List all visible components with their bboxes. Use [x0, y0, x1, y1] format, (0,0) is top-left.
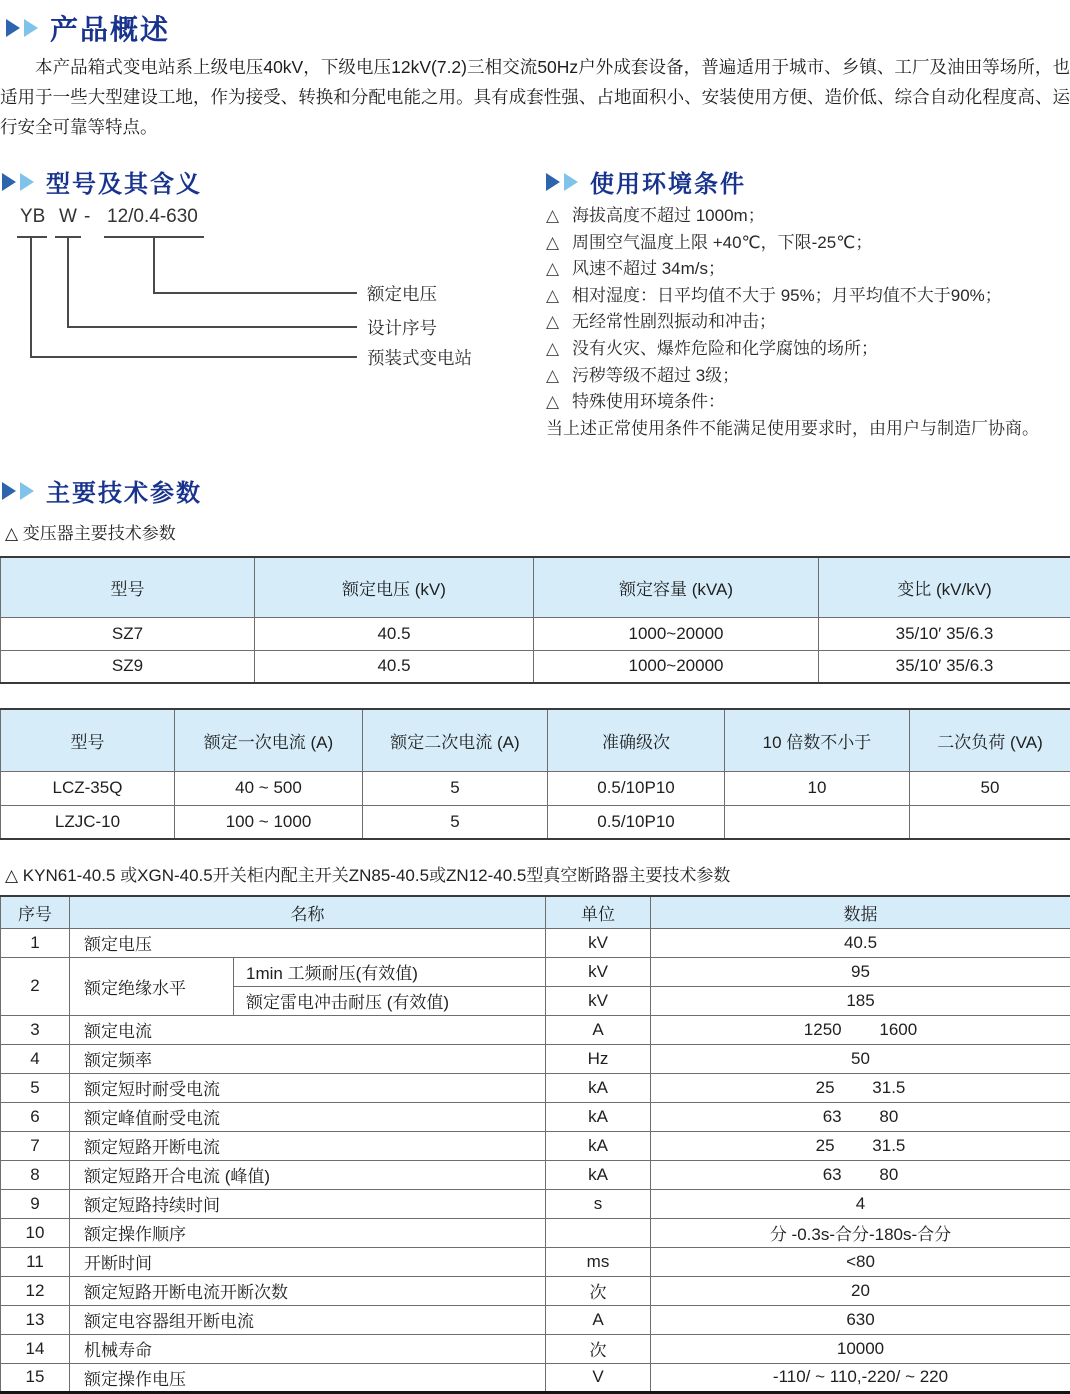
- arrow-right-dark-icon: [546, 173, 560, 191]
- arrow-right-dark-icon: [2, 482, 16, 500]
- breaker-unit-cell: kV: [546, 957, 651, 986]
- breaker-no-cell: 10: [1, 1218, 70, 1247]
- breaker-no-cell: 13: [1, 1305, 70, 1334]
- breaker-unit-cell: A: [546, 1015, 651, 1044]
- ct-data-cell: 5: [363, 805, 548, 839]
- triangle-marker-icon: △: [546, 232, 560, 252]
- breaker-row: [1, 1247, 1070, 1276]
- breaker-unit-cell: 次: [546, 1334, 651, 1363]
- transformer-data-cell: SZ9: [1, 650, 255, 683]
- env-condition-item: [546, 256, 1070, 283]
- model-label-prefab-station: 预装式变电站: [367, 348, 472, 368]
- env-condition-text: 特殊使用环境条件：: [572, 392, 725, 412]
- breaker-unit-cell: kA: [546, 1160, 651, 1189]
- ct-data-cell: 50: [910, 771, 1070, 805]
- arrow-right-dark-icon: [2, 173, 16, 191]
- env-condition-item: [546, 203, 1070, 230]
- breaker-row: [1, 1218, 1070, 1247]
- breaker-row: [1, 1131, 1070, 1160]
- table-caption-transformer: △ 变压器主要技术参数: [5, 524, 176, 543]
- model-code-series: W: [59, 206, 77, 227]
- section-heading-product-overview: [6, 8, 170, 48]
- breaker-data-cell: 20: [651, 1276, 1070, 1305]
- environment-conditions-list: [546, 203, 1070, 442]
- env-condition-text: 周围空气温度上限 +40℃，下限-25℃；: [572, 232, 873, 252]
- triangle-marker-icon: △: [546, 206, 560, 225]
- breaker-subname-cell: 1min 工频耐压(有效值): [234, 957, 546, 986]
- breaker-row: [1, 957, 1070, 986]
- model-code-spec: 12/0.4-630: [107, 206, 198, 227]
- triangle-marker-icon: △: [546, 285, 560, 305]
- breaker-name-cell: 额定绝缘水平: [70, 957, 234, 1015]
- breaker-row: [1, 1334, 1070, 1363]
- table-caption-breaker: △ KYN61-40.5 或XGN-40.5开关柜内配主开关ZN85-40.5或ZN12-40.5型真空断路器主要技术参数: [5, 866, 731, 885]
- breaker-no-cell: 6: [1, 1102, 70, 1131]
- breaker-unit-cell: kA: [546, 1102, 651, 1131]
- breaker-name-cell: 额定峰值耐受电流: [70, 1102, 546, 1131]
- connector-line: [67, 236, 69, 327]
- breaker-row: [1, 1189, 1070, 1218]
- breaker-row: [1, 1102, 1070, 1131]
- breaker-row: [1, 1073, 1070, 1102]
- transformer-data-cell: 1000~20000: [534, 617, 819, 650]
- ct-data-cell: [910, 805, 1070, 839]
- breaker-data-cell: 25 31.5: [651, 1131, 1070, 1160]
- breaker-name-cell: 额定电流: [70, 1015, 546, 1044]
- breaker-name-cell: 机械寿命: [70, 1334, 546, 1363]
- transformer-header-cell: 变比 (kV/kV): [819, 557, 1070, 617]
- section-heading-environment: [546, 164, 746, 199]
- breaker-row: [1, 1044, 1070, 1073]
- triangle-marker-icon: △: [546, 259, 560, 279]
- breaker-data-cell: <80: [651, 1247, 1070, 1276]
- section-heading-model-meaning: [2, 164, 202, 199]
- ct-row: [1, 805, 1070, 839]
- breaker-subname-cell: 额定雷电冲击耐压 (有效值): [234, 986, 546, 1015]
- breaker-data-cell: 50: [651, 1044, 1070, 1073]
- breaker-data-cell: 1250 1600: [651, 1015, 1070, 1044]
- arrow-right-light-icon: [20, 482, 34, 500]
- breaker-no-cell: 11: [1, 1247, 70, 1276]
- arrow-right-light-icon: [24, 19, 38, 37]
- env-condition-item: [546, 363, 1070, 390]
- env-condition-text: 无经常性剧烈振动和冲击；: [572, 312, 776, 332]
- section-title: 型号及其含义: [46, 171, 202, 198]
- transformer-data-cell: 1000~20000: [534, 650, 819, 683]
- breaker-unit-cell: A: [546, 1305, 651, 1334]
- breaker-unit-cell: ms: [546, 1247, 651, 1276]
- transformer-data-cell: 40.5: [255, 650, 534, 683]
- breaker-header-cell: 序号: [1, 896, 70, 928]
- env-condition-text: 风速不超过 34m/s；: [572, 259, 726, 279]
- connector-line: [67, 326, 357, 328]
- transformer-data-cell: SZ7: [1, 617, 255, 650]
- ct-data-cell: 0.5/10P10: [548, 771, 725, 805]
- breaker-unit-cell: kV: [546, 928, 651, 957]
- breaker-name-cell: 额定短路持续时间: [70, 1189, 546, 1218]
- model-code-prefix: YB: [20, 206, 46, 227]
- env-condition-item: [546, 230, 1070, 257]
- env-condition-text: 海拔高度不超过 1000m；: [572, 206, 765, 225]
- connector-line: [153, 236, 155, 293]
- ct-data-cell: LZJC-10: [1, 805, 175, 839]
- model-label-rated-voltage: 额定电压: [367, 284, 437, 304]
- breaker-name-cell: 额定短路开断电流: [70, 1131, 546, 1160]
- model-label-design-serial: 设计序号: [367, 318, 437, 338]
- breaker-params-table: [0, 895, 1070, 1394]
- ct-header-cell: 额定一次电流 (A): [175, 709, 363, 771]
- triangle-marker-icon: △: [546, 338, 560, 358]
- env-condition-item: [546, 309, 1070, 336]
- breaker-name-cell: 额定电容器组开断电流: [70, 1305, 546, 1334]
- transformer-header-cell: 型号: [1, 557, 255, 617]
- breaker-unit-cell: Hz: [546, 1044, 651, 1073]
- env-condition-item: [546, 283, 1070, 310]
- transformer-data-cell: 35/10′ 35/6.3: [819, 650, 1070, 683]
- breaker-data-cell: -110/ ~ 110,-220/ ~ 220: [651, 1363, 1070, 1392]
- breaker-data-cell: 95: [651, 957, 1070, 986]
- breaker-data-cell: 63 80: [651, 1160, 1070, 1189]
- breaker-unit-cell: kV: [546, 986, 651, 1015]
- section-title: 使用环境条件: [590, 171, 746, 198]
- env-condition-item: [546, 336, 1070, 363]
- ct-data-cell: 10: [725, 771, 910, 805]
- breaker-no-cell: 4: [1, 1044, 70, 1073]
- breaker-no-cell: 15: [1, 1363, 70, 1392]
- arrow-right-light-icon: [20, 173, 34, 191]
- breaker-name-cell: 额定短路开合电流 (峰值): [70, 1160, 546, 1189]
- breaker-no-cell: 14: [1, 1334, 70, 1363]
- breaker-name-cell: 额定短时耐受电流: [70, 1073, 546, 1102]
- env-condition-text: 相对湿度：日平均值不大于 95%；月平均值不大于90%；: [572, 285, 1002, 305]
- transformer-header-cell: 额定电压 (kV): [255, 557, 534, 617]
- breaker-unit-cell: s: [546, 1189, 651, 1218]
- arrow-right-dark-icon: [6, 19, 20, 37]
- breaker-no-cell: 1: [1, 928, 70, 957]
- breaker-header-cell: 单位: [546, 896, 651, 928]
- section-title: 主要技术参数: [46, 480, 202, 507]
- env-condition-item: [546, 389, 1070, 416]
- ct-data-cell: 5: [363, 771, 548, 805]
- connector-line: [30, 236, 32, 357]
- ct-header-cell: 型号: [1, 709, 175, 771]
- breaker-row: [1, 928, 1070, 957]
- overview-paragraph: 本产品箱式变电站系上级电压40kV，下级电压12kV(7.2)三相交流50Hz户外成套设备，普遍适用于城市、乡镇、工厂及油田等场所，也适用于一些大型建设工地，作为接受、转换和分配电能之用。具有成套性强、占地面积小、安装使用方便、造价低、综合自动化程度高、运行安全可靠等特点。: [0, 57, 1070, 137]
- ct-data-cell: [725, 805, 910, 839]
- breaker-unit-cell: [546, 1218, 651, 1247]
- breaker-row: [1, 1363, 1070, 1392]
- ct-data-cell: 100 ~ 1000: [175, 805, 363, 839]
- triangle-marker-icon: △: [546, 365, 560, 385]
- ct-row: [1, 771, 1070, 805]
- underline: [17, 236, 47, 238]
- arrow-right-light-icon: [564, 173, 578, 191]
- env-note: 当上述正常使用条件不能满足使用要求时，由用户与制造厂协商。: [546, 418, 1039, 438]
- breaker-row: [1, 1015, 1070, 1044]
- breaker-data-cell: 185: [651, 986, 1070, 1015]
- breaker-no-cell: 8: [1, 1160, 70, 1189]
- transformer-params-table: [0, 556, 1070, 684]
- breaker-data-cell: 630: [651, 1305, 1070, 1334]
- breaker-name-cell: 开断时间: [70, 1247, 546, 1276]
- transformer-row: [1, 617, 1070, 650]
- ct-data-cell: 0.5/10P10: [548, 805, 725, 839]
- breaker-header-cell: 数据: [651, 896, 1070, 928]
- breaker-name-cell: 额定电压: [70, 928, 546, 957]
- section-heading-main-parameters: [2, 473, 202, 508]
- breaker-row: [1, 1276, 1070, 1305]
- breaker-data-cell: 40.5: [651, 928, 1070, 957]
- ct-header-cell: 二次负荷 (VA): [910, 709, 1070, 771]
- breaker-no-cell: 7: [1, 1131, 70, 1160]
- breaker-data-cell: 63 80: [651, 1102, 1070, 1131]
- breaker-no-cell: 12: [1, 1276, 70, 1305]
- section-title: 产品概述: [50, 14, 171, 45]
- breaker-no-cell: 2: [1, 957, 70, 1015]
- breaker-header-cell: 名称: [70, 896, 546, 928]
- breaker-unit-cell: kA: [546, 1073, 651, 1102]
- breaker-data-cell: 25 31.5: [651, 1073, 1070, 1102]
- breaker-data-cell: 分 -0.3s-合分-180s-合分: [651, 1218, 1070, 1247]
- model-code-dash: -: [84, 206, 91, 227]
- breaker-row: [1, 1305, 1070, 1334]
- breaker-no-cell: 9: [1, 1189, 70, 1218]
- env-condition-text: 污秽等级不超过 3级；: [572, 365, 740, 385]
- ct-header-cell: 准确级次: [548, 709, 725, 771]
- breaker-name-cell: 额定频率: [70, 1044, 546, 1073]
- connector-line: [30, 356, 357, 358]
- transformer-header-cell: 额定容量 (kVA): [534, 557, 819, 617]
- transformer-data-cell: 40.5: [255, 617, 534, 650]
- current-transformer-params-table: [0, 708, 1070, 840]
- model-designation-diagram: [0, 200, 520, 385]
- env-condition-text: 没有火灾、爆炸危险和化学腐蚀的场所；: [572, 338, 878, 358]
- breaker-unit-cell: 次: [546, 1276, 651, 1305]
- triangle-marker-icon: △: [546, 392, 560, 412]
- breaker-name-cell: 额定短路开断电流开断次数: [70, 1276, 546, 1305]
- connector-line: [153, 292, 357, 294]
- breaker-name-cell: 额定操作电压: [70, 1363, 546, 1392]
- breaker-data-cell: 4: [651, 1189, 1070, 1218]
- transformer-data-cell: 35/10′ 35/6.3: [819, 617, 1070, 650]
- ct-data-cell: 40 ~ 500: [175, 771, 363, 805]
- breaker-no-cell: 3: [1, 1015, 70, 1044]
- breaker-unit-cell: V: [546, 1363, 651, 1392]
- ct-data-cell: LCZ-35Q: [1, 771, 175, 805]
- breaker-unit-cell: kA: [546, 1131, 651, 1160]
- breaker-no-cell: 5: [1, 1073, 70, 1102]
- ct-header-cell: 额定二次电流 (A): [363, 709, 548, 771]
- ct-header-cell: 10 倍数不小于: [725, 709, 910, 771]
- breaker-row: [1, 1160, 1070, 1189]
- breaker-data-cell: 10000: [651, 1334, 1070, 1363]
- triangle-marker-icon: △: [546, 312, 560, 332]
- transformer-row: [1, 650, 1070, 683]
- breaker-name-cell: 额定操作顺序: [70, 1218, 546, 1247]
